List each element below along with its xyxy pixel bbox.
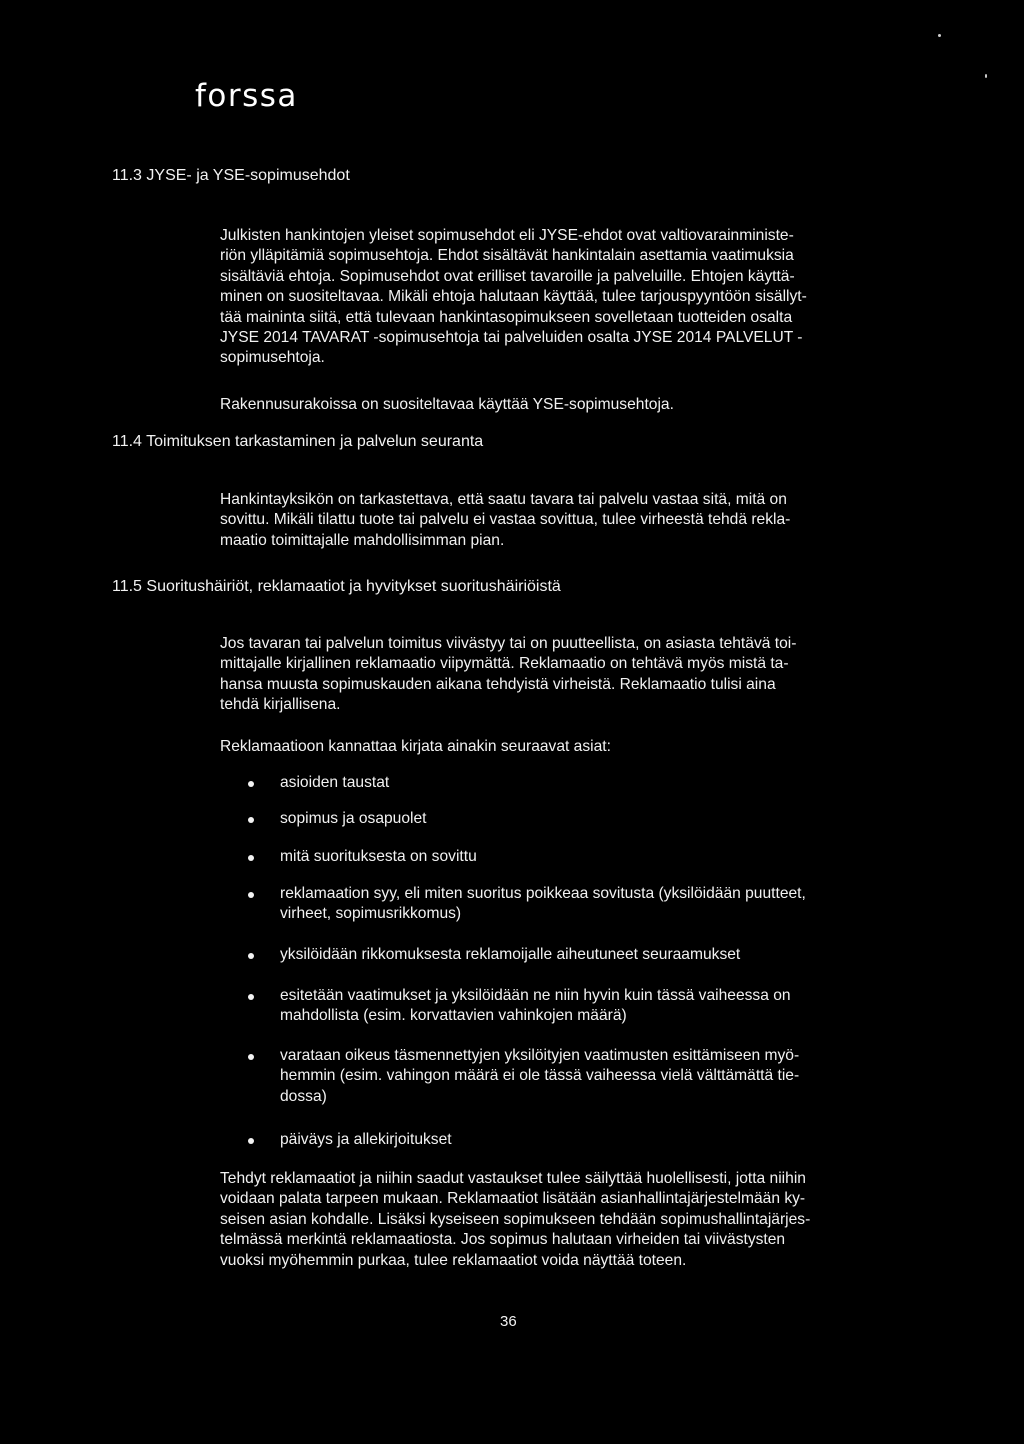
text-line: hemmin (esim. vahingon määrä ei ole tässä vaiheessa vielä välttämättä tie-	[280, 1067, 800, 1085]
bullet-icon	[248, 1054, 254, 1060]
text-line: Tehdyt reklamaatiot ja niihin saadut vastaukset tulee säilyttää huolellisesti, jotta niihin	[220, 1170, 806, 1187]
text-line: tää maininta siitä, että tulevaan hankintasopimukseen sovelletaan tuotteiden osalta	[220, 308, 793, 326]
text-line: esitetään vaatimukset ja yksilöidään ne niin hyvin kuin tässä vaiheessa on	[280, 987, 791, 1004]
bullet-icon	[248, 953, 254, 959]
text-line: reklamaation syy, eli miten suoritus poikkeaa sovitusta (yksilöidään puutteet,	[280, 885, 806, 902]
list-item	[248, 809, 908, 829]
list-item-text	[280, 945, 908, 965]
section-heading-11-4: 11.4 Toimituksen tarkastaminen ja palvelun seuranta	[112, 433, 484, 450]
text-line: hansa muusta sopimuskauden aikana tehdyistä virheistä. Reklamaatio tulisi aina	[220, 675, 776, 693]
text-line: telmässä merkintä reklamaatiosta. Jos sopimus halutaan virheiden tai viivästysten	[220, 1231, 786, 1249]
list-item-text	[280, 1130, 908, 1150]
text-line: virheet, sopimusrikkomus)	[280, 905, 462, 923]
text-line: mahdollista (esim. korvattavien vahinkojen määrä)	[280, 1007, 627, 1025]
section-11-3-paragraph-2	[220, 395, 910, 415]
page-number: 36	[500, 1313, 517, 1330]
text-line: mittajalle kirjallinen reklamaatio viipymättä. Reklamaatio on tehtävä myös mistä ta-	[220, 655, 789, 673]
section-heading-11-3: 11.3 JYSE- ja YSE-sopimusehdot	[112, 167, 350, 184]
section-11-5-paragraph-1	[220, 634, 910, 716]
text-line: Hankintayksikön on tarkastettava, että saatu tavara tai palvelu vastaa sitä, mitä on	[220, 491, 787, 508]
text-line: varataan oikeus täsmennettyjen yksilöityjen vaatimusten esittämiseen myö-	[280, 1047, 800, 1064]
scan-speck	[985, 74, 987, 78]
text-line: JYSE 2014 TAVARAT -sopimusehtoja tai palveluiden osalta JYSE 2014 PALVELUT -	[220, 329, 803, 347]
text-line: maatio toimittajalle mahdollisimman pian.	[220, 531, 505, 549]
section-11-5-paragraph-2	[220, 737, 910, 757]
list-item	[248, 884, 908, 925]
list-item	[248, 1130, 908, 1150]
text-line: Jos tavaran tai palvelun toimitus viivästyy tai on puutteellista, on asiasta tehtävä toi-	[220, 635, 797, 652]
list-item	[248, 945, 908, 965]
text-line: Rakennusurakoissa on suositeltavaa käyttää YSE-sopimusehtoja.	[220, 396, 674, 413]
text-line: tehdä kirjallisena.	[220, 696, 341, 714]
list-item	[248, 773, 908, 793]
text-line: vuoksi myöhemmin purkaa, tulee reklamaatiot voida näyttää toteen.	[220, 1251, 687, 1269]
bullet-icon	[248, 994, 254, 1000]
bullet-icon	[248, 817, 254, 823]
text-line: riön ylläpitämiä sopimusehtoja. Ehdot sisältävät hankintalain asettamia vaatimuksia	[220, 247, 794, 265]
list-item-text	[280, 847, 908, 867]
list-item	[248, 847, 908, 867]
list-item-text	[280, 986, 908, 1027]
text-line: sopimus ja osapuolet	[280, 810, 427, 827]
text-line: dossa)	[280, 1087, 327, 1105]
list-item-text	[280, 1046, 908, 1107]
bullet-icon	[248, 781, 254, 787]
section-11-5-closing-paragraph	[220, 1169, 910, 1271]
text-line: Julkisten hankintojen yleiset sopimusehdot eli JYSE-ehdot ovat valtiovarainministe-	[220, 227, 794, 244]
scan-speck	[938, 34, 941, 37]
list-item-text	[280, 773, 908, 793]
bullet-icon	[248, 855, 254, 861]
text-line: mitä suorituksesta on sovittu	[280, 848, 477, 865]
section-11-3-paragraph-1	[220, 226, 910, 369]
text-line: sisältäviä ehtoja. Sopimusehdot ovat erilliset tavaroille ja palveluille. Ehtojen käyttä-	[220, 267, 795, 285]
bullet-icon	[248, 892, 254, 898]
text-line: seisen asian kohdalle. Lisäksi kyseiseen sopimukseen tehdään sopimushallintajärjes-	[220, 1210, 811, 1228]
list-item-text	[280, 884, 908, 925]
section-11-4-paragraph-1	[220, 490, 910, 551]
text-line: sovittu. Mikäli tilattu tuote tai palvelu ei vastaa sovittua, tulee virheestä tehdä rekla-	[220, 511, 791, 529]
forssa-logo: forssa	[195, 78, 298, 114]
text-line: voidaan palata tarpeen mukaan. Reklamaatiot lisätään asianhallintajärjestelmään ky-	[220, 1190, 806, 1208]
bullet-icon	[248, 1138, 254, 1144]
list-item-text	[280, 809, 908, 829]
text-line: päiväys ja allekirjoitukset	[280, 1131, 452, 1148]
list-item	[248, 1046, 908, 1107]
text-line: sopimusehtoja.	[220, 349, 325, 367]
text-line: minen on suositeltavaa. Mikäli ehtoja halutaan käyttää, tulee tarjouspyyntöön sisällyt-	[220, 288, 807, 306]
list-item	[248, 986, 908, 1027]
text-line: Reklamaatioon kannattaa kirjata ainakin seuraavat asiat:	[220, 738, 611, 755]
text-line: yksilöidään rikkomuksesta reklamoijalle aiheutuneet seuraamukset	[280, 946, 741, 963]
text-line: asioiden taustat	[280, 774, 390, 791]
section-heading-11-5: 11.5 Suoritushäiriöt, reklamaatiot ja hyvitykset suoritushäiriöistä	[112, 578, 561, 595]
